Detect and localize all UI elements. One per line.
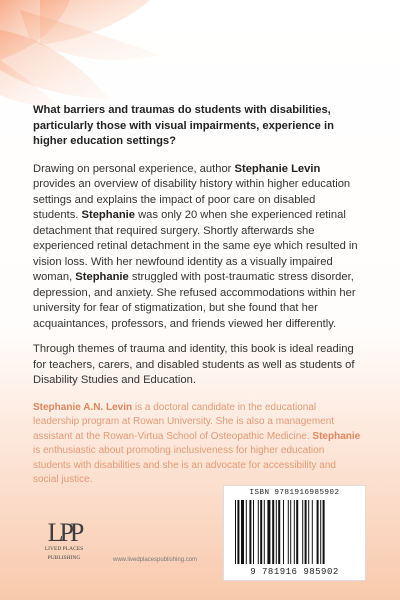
text-span: struggled with post-traumatic stress disorder, depression, and anxiety. She refused accommodations within her university for fear of stigmatization, but she found that her acquaintances, professors, and friends viewed her differently. xyxy=(33,271,356,330)
barcode-bar xyxy=(308,500,309,564)
barcode-bar xyxy=(278,500,280,564)
barcode xyxy=(223,485,366,581)
barcode-bar xyxy=(253,500,254,564)
barcode-bar xyxy=(288,500,289,564)
barcode-bar xyxy=(294,500,295,564)
barcode-bar xyxy=(249,500,251,564)
barcode-bar xyxy=(258,500,259,564)
author-bio-name: Stephanie xyxy=(312,430,361,442)
barcode-bar xyxy=(260,500,262,564)
flower-petals-decoration xyxy=(0,0,180,110)
publisher-name-line1: LIVED PLACES xyxy=(44,546,84,552)
barcode-bar xyxy=(305,500,307,564)
barcode-bar xyxy=(317,500,319,564)
barcode-bar xyxy=(235,500,236,564)
barcode-bar xyxy=(237,500,239,564)
barcode-bar xyxy=(241,500,244,564)
text-span: is enthusiastic about promoting inclusiveness for higher education students with disabilities and she is an advocate for accessibility and social justice. xyxy=(33,445,336,485)
audience-paragraph: Through themes of trauma and identity, this book is ideal reading for teachers, carers, and disabled students as well as students of Disability Studies and Education. xyxy=(33,343,355,386)
author-bio-name: Stephanie A.N. Levin xyxy=(33,401,133,413)
barcode-bar xyxy=(320,500,321,564)
author-bio xyxy=(33,401,363,488)
barcode-bar xyxy=(296,500,298,564)
barcode-bar xyxy=(290,500,291,564)
barcode-bar xyxy=(272,500,274,564)
barcode-bar xyxy=(267,500,270,564)
barcode-bar xyxy=(302,500,303,564)
author-name-bold: Stephanie xyxy=(81,209,135,221)
publisher-url: www.livedplacespublishing.com xyxy=(113,557,198,563)
barcode-bar xyxy=(276,500,277,564)
barcode-bar xyxy=(283,500,284,564)
text-span: Drawing on personal experience, author xyxy=(33,162,235,175)
description-paragraph xyxy=(33,162,363,333)
text-span: was only 20 when she experienced retinal detachment that required surgery. Shortly afterwards she experienced retinal detachment in the same eye which resulted in vision loss. With her newfound identity as a visually impaired woman, xyxy=(33,209,358,283)
barcode-number: 9 781916 985902 xyxy=(250,567,339,577)
publisher-logo-mark: LPP xyxy=(47,518,81,547)
publisher-name-line2: PUBLISHING xyxy=(47,555,81,561)
barcode-bars xyxy=(235,500,355,564)
author-name-bold: Stephanie Levin xyxy=(234,162,321,175)
barcode-bar xyxy=(246,500,247,564)
publisher-logo xyxy=(42,518,86,562)
text-span: provides an overview of disability history within higher education settings and explains the impact of poor care on disabled students. xyxy=(33,178,351,221)
text-span: is a doctoral candidate in the educational leadership program at Rowan University. She is also a management assistant at the Rowan-Virtua School of Osteopathic Medicine. xyxy=(33,401,335,442)
barcode-bar xyxy=(312,500,313,564)
barcode-bar xyxy=(323,500,325,564)
author-name-bold: Stephanie xyxy=(75,271,129,283)
back-cover-text xyxy=(33,103,363,488)
cover-question: What barriers and traumas do students with disabilities, particularly those with visual impairments, experience in higher education settings? xyxy=(33,104,334,147)
isbn-label: ISBN 9781916985902 xyxy=(249,489,340,497)
barcode-bar xyxy=(264,500,265,564)
